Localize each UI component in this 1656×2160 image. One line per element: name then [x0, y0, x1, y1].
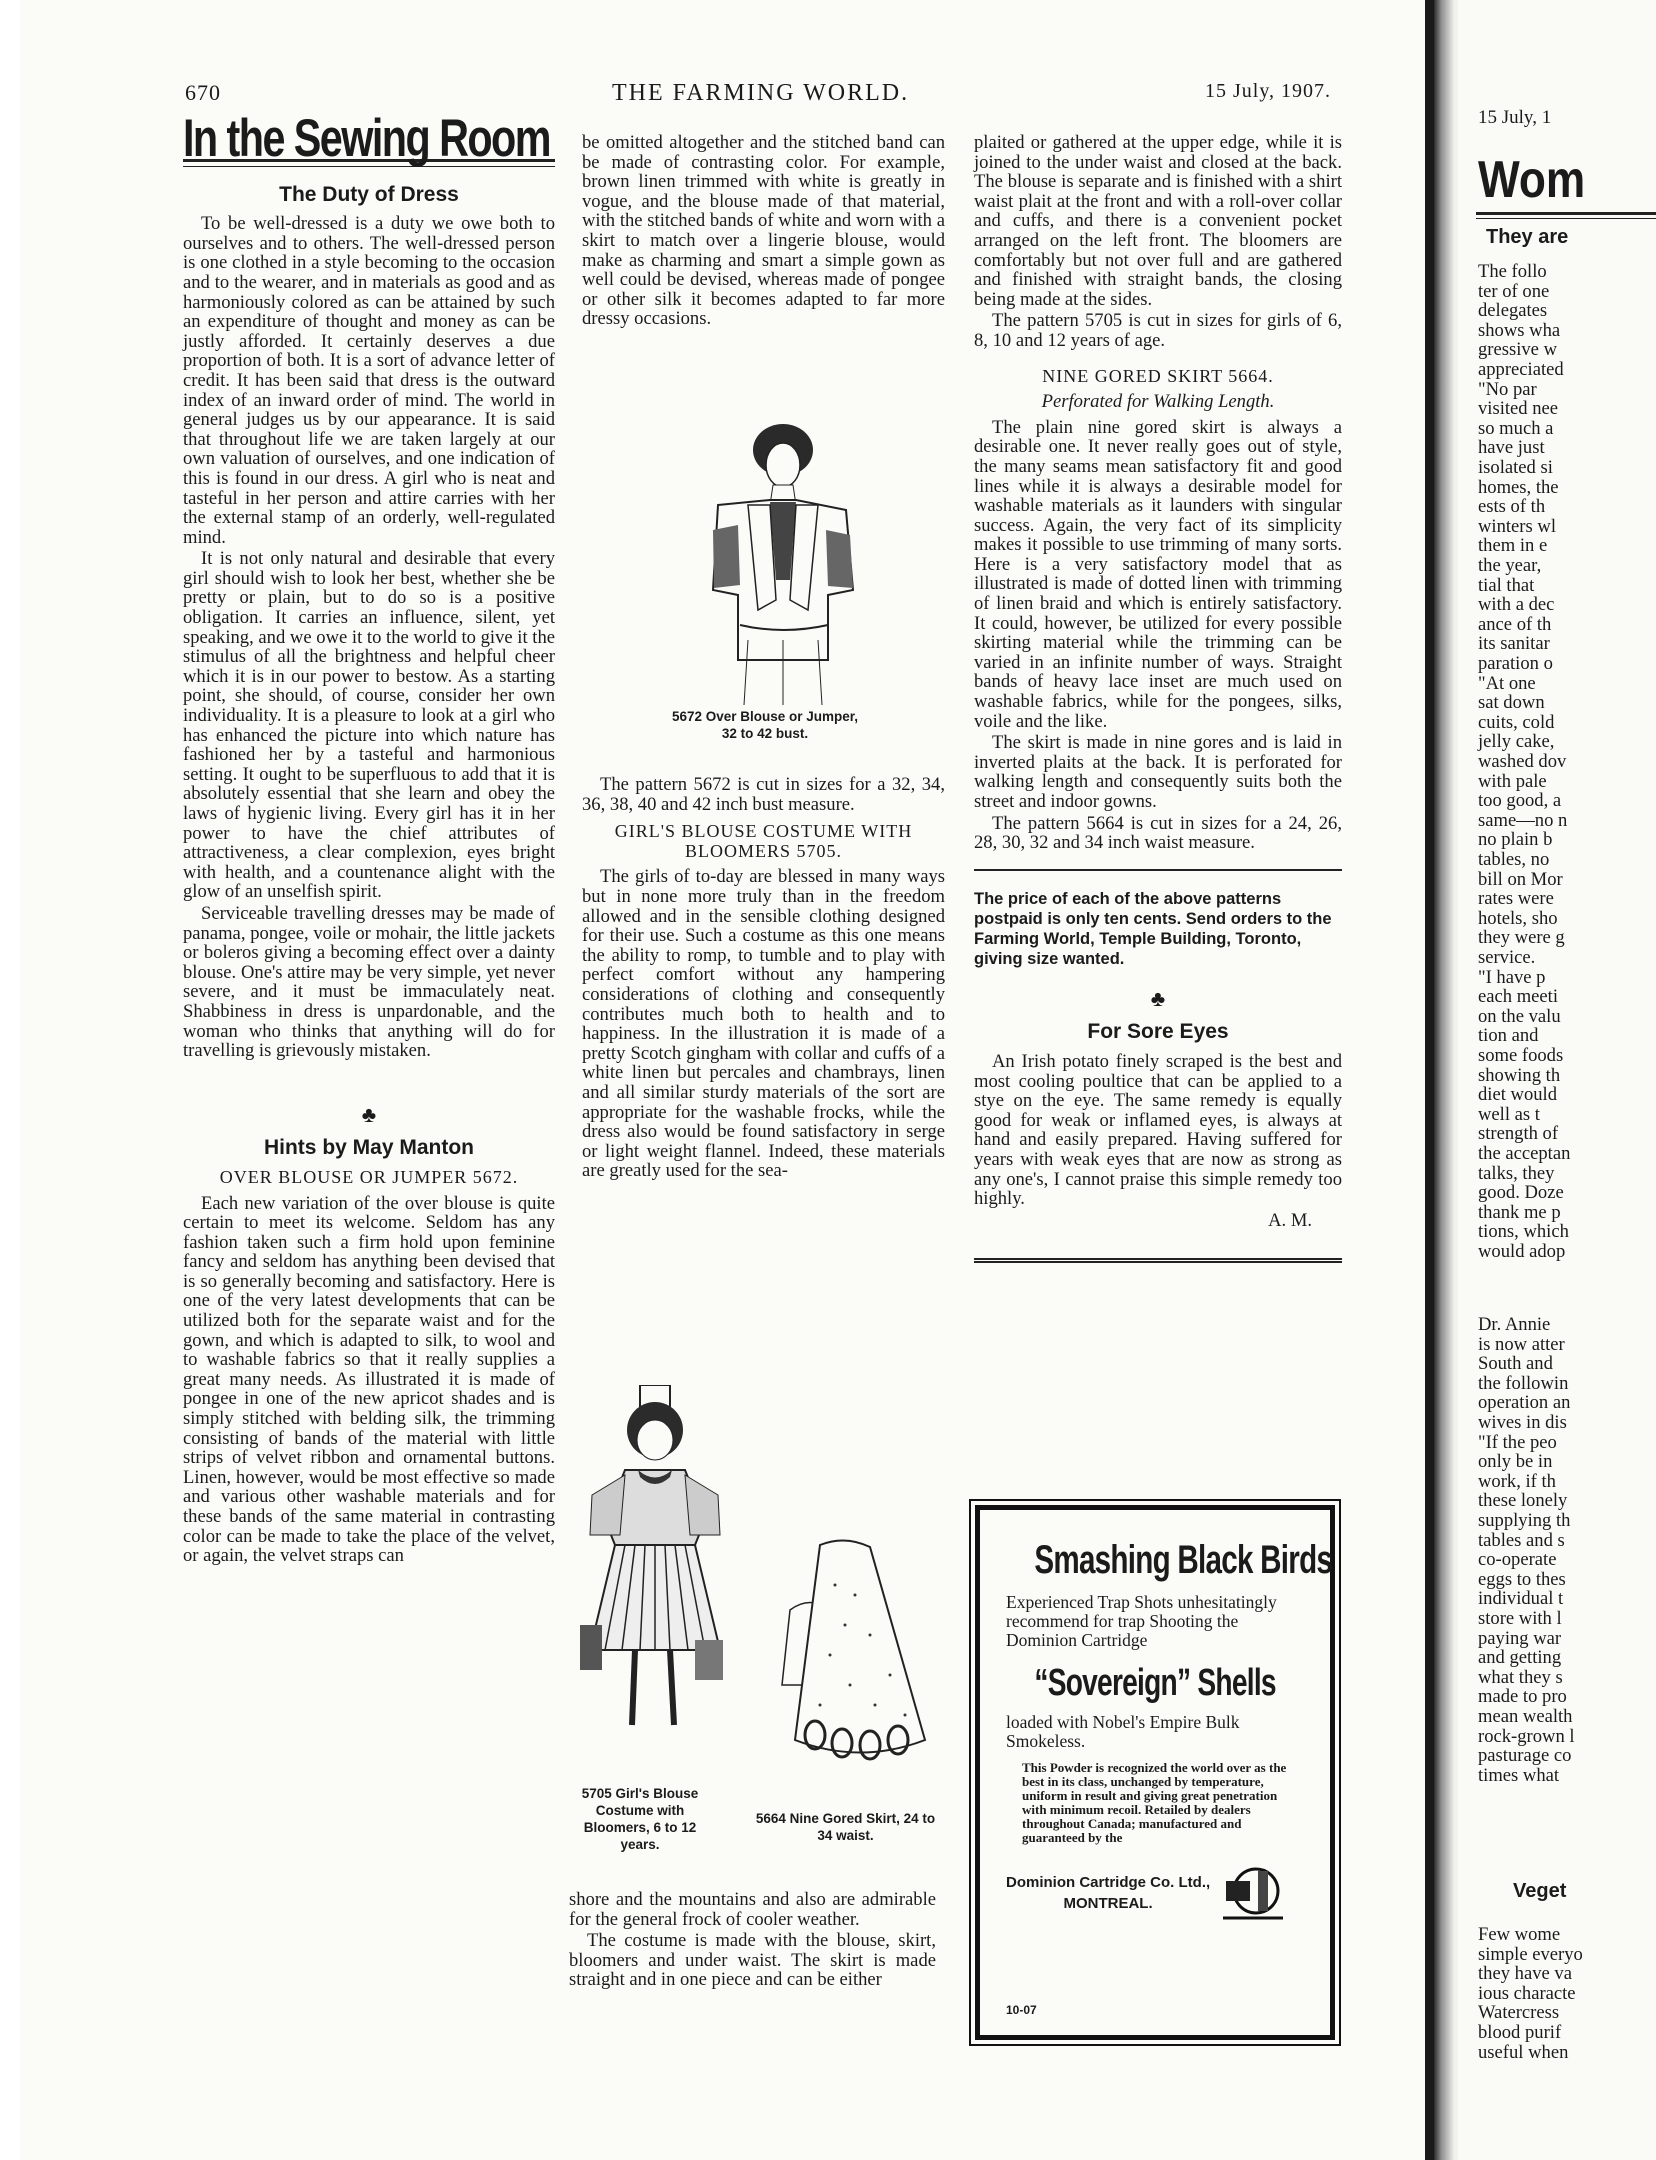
- pattern-5705-sizes: The pattern 5705 is cut in sizes for girls of 6, 8, 10 and 12 years of age.: [974, 310, 1342, 351]
- adjacent-text-line: too good, a: [1478, 790, 1562, 812]
- adjacent-text-line: tial that: [1478, 574, 1535, 596]
- adjacent-text-line: the followin: [1478, 1372, 1569, 1394]
- adjacent-text-line: rock-grown l: [1478, 1725, 1575, 1747]
- caption-5705: 5705 Girl's Blouse Costume with Bloomers, 6 to 12 years.: [581, 1786, 699, 1852]
- adjacent-text-line: paration o: [1478, 653, 1553, 674]
- perforated-subheading: Perforated for Walking Length.: [1041, 391, 1275, 413]
- sore-eyes-heading: For Sore Eyes: [1087, 1020, 1229, 1044]
- adjacent-text-line: blood purif: [1478, 2022, 1562, 2043]
- adjacent-text-line: hotels, sho: [1478, 907, 1558, 929]
- adjacent-text-line: each meeti: [1478, 986, 1559, 1008]
- skirt-paragraph-2: The skirt is made in nine gores and is laid in inverted plaits at the back. It is perforated for walking length and consequently suits both the street and indoor gowns.: [974, 732, 1342, 812]
- adjacent-text-line: supplying th: [1478, 1510, 1571, 1531]
- adjacent-text-line: South and: [1478, 1353, 1553, 1375]
- adjacent-text-line: store with l: [1478, 1608, 1562, 1629]
- adjacent-text-line: operation an: [1478, 1392, 1571, 1414]
- adjacent-subheading: They are: [1486, 226, 1569, 248]
- col3-paragraph-1: plaited or gathered at the upper edge, while it is joined to the under waist and closed at the back. The blouse is separate and is finished with a shirt waist plait at the front and with a roll-over collar and cuffs, and there is a convenient pocket arranged on the left front. The bloomers are comfortably but not over full and are gathered and finished with straight bands, the closing being made at the sides.: [974, 132, 1342, 310]
- pattern-5672-sizes: The pattern 5672 is cut in sizes for a 32, 34, 36, 38, 40 and 42 inch bust measure.: [582, 774, 945, 815]
- ad-text-1: Experienced Trap Shots unhesitatingly recommend for trap Shooting the Dominion Cartridge: [1006, 1592, 1277, 1650]
- caption-5672: 5672 Over Blouse or Jumper, 32 to 42 bust.: [671, 709, 859, 741]
- adjacent-page: [1458, 0, 1656, 2160]
- notice-rule: [974, 869, 1342, 871]
- girls-paragraph-1: The girls of to-day are blessed in many ways but in none more truly than in the freedom allowed and in the sensible clothing designed for their use. Such a costume as this one means the ability to romp, to tumble and to play with perfect comfort without any hampering considerations of clothing and consequently contributes much both to health and to happiness. In the illustration it is made of a pretty Scotch gingham with collar and cuffs of a white linen but percales and chambrays, linen and all similar sturdy materials of the sort are appropriate for the washable frocks, while the dress also would be found satisfactory in serge or light weight flannel. Indeed, these materials are greatly used for the sea-: [582, 866, 945, 1182]
- duty-paragraph-1: To be well-dressed is a duty we owe both to ourselves and to others. The well-dressed person is one clothed in a style becoming to the occasion and to the wearer, and in materials as good and as harmoniously colored as can be attained by such an expenditure of thought and money as can be justly afforded. It certainly deserves a due proportion of both. It is a sort of advance letter of credit. It has been said that dress is the outward index of an inward order of mind. The world in general judges us by our appearance. It is said that throughout life we are taken largely at our own valuation of ourselves, and one indication of this is found in our dress. A girl who is neat and tasteful in her person and attire carries with her the external stamp of an orderly, well-regulated mind.: [183, 213, 555, 548]
- adjacent-text-line: well as t: [1478, 1103, 1540, 1125]
- signature-row: [974, 1211, 1342, 1231]
- adjacent-text-line: diet would: [1478, 1084, 1558, 1106]
- adjacent-text-line: gressive w: [1478, 339, 1558, 361]
- publication-title: THE FARMING WORLD.: [612, 80, 910, 106]
- adjacent-title-rule: [1476, 212, 1656, 219]
- adjacent-text-line: have just: [1478, 437, 1545, 459]
- adjacent-text-line: with pale: [1478, 770, 1547, 792]
- sore-eyes-paragraph: An Irish potato finely scraped is the best and most cooling poultice that can be applied to a stye on the eye. The same remedy is equally good for weak or inflamed eyes, is always at hand and easily prepared. Having suffered for years with weak eyes that are now as strong as any one's, I cannot praise this simple remedy too highly.: [974, 1050, 1342, 1210]
- adjacent-text-line: is now atter: [1478, 1333, 1565, 1355]
- girl-costume-drawing: [570, 1385, 945, 1785]
- col2-paragraph-1: be omitted altogether and the stitched band can be made of contrasting color. For example, brown linen trimmed with white is greatly in vogue, and the blouse made of that material, with the stitched bands of white and worn with a skirt to match over a lingerie blouse, would make as charming and smart a simple gown as well could be devised, whereas made of pongee or other silk it becomes adapted to far more dressy occasions.: [582, 132, 945, 330]
- adjacent-text-line: these lonely: [1478, 1490, 1568, 1512]
- adjacent-text-line: jelly cake,: [1478, 731, 1555, 753]
- adjacent-text-line: eggs to thes: [1478, 1568, 1566, 1590]
- col2-paragraph-5: The costume is made with the blouse, skirt, bloomers and under waist. The skirt is made straight and in one piece and can be either: [569, 1930, 936, 1991]
- adjacent-text-line: cuits, cold: [1478, 711, 1555, 733]
- adjacent-text-line: what they s: [1478, 1666, 1563, 1688]
- cartridge-machine-icon: [1218, 1863, 1288, 1923]
- adjacent-text-line: good. Doze: [1478, 1182, 1564, 1204]
- adjacent-text-line: ious characte: [1478, 1982, 1576, 2004]
- adjacent-text-line: service.: [1478, 947, 1536, 968]
- adjacent-text-line: thank me p: [1478, 1201, 1561, 1223]
- page-number: 670: [185, 80, 221, 105]
- ad-top-rule: [974, 1258, 1342, 1263]
- adjacent-text-line: tables, no: [1478, 849, 1550, 870]
- skirt-paragraph-1: The plain nine gored skirt is always a desirable one. It never really goes out of style, the many seams mean satisfactory fit and good lines while it is always a desirable model for washable materials as it launders with singular success. Again, the very fact of its simplicity makes it possible to use trimming of many sorts. Here is a very satisfactory model that as illustrated is made of dotted linen with trimming of linen braid and which is entirely satisfactory. It could, however, be utilized for every possible skirting material while the trimming can be varied in an infinite number of ways. Straight bands of heavy lace inset are much used on washable fabrics, while for the pongees, silks, voile and the like.: [974, 416, 1342, 732]
- adjacent-text-line: ance of th: [1478, 613, 1552, 635]
- ad-footer: [992, 1863, 1318, 1923]
- ad-company: Dominion Cartridge Co. Ltd.,: [1006, 1874, 1211, 1891]
- adjacent-text-line: "No par: [1478, 378, 1537, 400]
- adjacent-text-line: tables and s: [1478, 1529, 1565, 1551]
- adjacent-text-line: homes, the: [1478, 476, 1559, 498]
- adjacent-text-line: tion and: [1478, 1025, 1539, 1047]
- adjacent-text-line: so much a: [1478, 417, 1554, 439]
- club-ornament-2: ♣: [1150, 985, 1166, 1011]
- adjacent-text-line: no plain b: [1478, 829, 1553, 851]
- nine-gored-skirt-heading: NINE GORED SKIRT 5664.: [1042, 365, 1274, 386]
- adjacent-text-line: only be in: [1478, 1451, 1553, 1473]
- column-2-bottom: [569, 1890, 936, 1992]
- adjacent-text-line: "I have p: [1478, 966, 1546, 988]
- adjacent-text-line: they were g: [1478, 927, 1565, 949]
- pattern-5664-sizes: The pattern 5664 is cut in sizes for a 24, 26, 28, 30, 32 and 34 inch waist measure.: [974, 812, 1342, 854]
- book-spine-shadow: [1434, 0, 1458, 2160]
- ad-small-print: This Powder is recognized the world over as the best in its class, unchanged by temperature, uniform in result and giving great penetration with minimum recoil. Retailed by dealers throughout Canada; manufactured and guaranteed by the: [1022, 1760, 1287, 1845]
- duty-paragraph-3: Serviceable travelling dresses may be made of panama, pongee, voile or mohair, the little jackets or boleros giving a becoming effect over a dainty blouse. One's attire may be very simple, yet never severe, and it must be immaculately neat. Shabbiness in dress is unpardonable, and the woman who thinks that anything will do for travelling is grievously mistaken.: [183, 902, 555, 1062]
- adjacent-text-line: washed dov: [1478, 751, 1567, 772]
- ad-city: MONTREAL.: [1063, 1895, 1153, 1912]
- column-2-middle: [582, 775, 945, 1183]
- section-title: In the Sewing Room: [183, 109, 550, 168]
- adjacent-text-line: ter of one: [1478, 280, 1550, 302]
- over-blouse-heading: OVER BLOUSE OR JUMPER 5672.: [219, 1166, 519, 1187]
- adjacent-text-line: shows wha: [1478, 319, 1561, 341]
- adjacent-text-line: "At one: [1478, 672, 1536, 694]
- adjacent-text-line: the acceptan: [1478, 1143, 1571, 1164]
- adjacent-text-line: bill on Mor: [1478, 868, 1563, 890]
- girls-blouse-heading: GIRL'S BLOUSE COSTUME WITH BLOOMERS 5705.: [614, 821, 913, 861]
- duty-of-dress-heading: The Duty of Dress: [279, 182, 459, 206]
- ad-text-2: loaded with Nobel's Empire Bulk Smokeless.: [1006, 1712, 1240, 1751]
- adjacent-text-line: The follo: [1478, 261, 1547, 282]
- caption-5664: 5664 Nine Gored Skirt, 24 to 34 waist.: [755, 1811, 936, 1843]
- adjacent-text-line: with a dec: [1478, 594, 1555, 616]
- page-gutter: [1425, 0, 1434, 2160]
- adjacent-text-line: useful when: [1478, 2041, 1569, 2063]
- adjacent-text-line: winters wl: [1478, 515, 1556, 537]
- adjacent-text-line: its sanitar: [1478, 633, 1550, 655]
- adjacent-text-line: paying war: [1478, 1627, 1562, 1649]
- adjacent-text-line: ests of th: [1478, 496, 1546, 518]
- pattern-price-notice: The price of each of the above patterns postpaid is only ten cents. Send orders to the Farming World, Temple Building, Toronto, giving size wanted.: [974, 889, 1332, 968]
- adjacent-text-line: wives in dis: [1478, 1412, 1567, 1433]
- hints-paragraph-1: Each new variation of the over blouse is quite certain to meet its welcome. Seldom has any fashion taken such a firm hold upon feminine fancy and seldom has anything been devised that is so generally becoming and satisfactory. Here is one of the very latest developments that can be utilized both for the separate waist and for the gown, and which is adapted to silk, to wool and to washable fabrics so that it really supplies a great many needs. As illustrated it is made of pongee in one of the new apricot shades and is simply stitched with belding silk, the trimming consisting of bands of the material with little strips of velvet ribbon and ornamental buttons. Linen, however, would be most effective so made and various other washable materials and for these bands of the same material in contrasting color can be made to take the place of the velvet, or again, the velvet straps can: [183, 1192, 555, 1567]
- adjacent-text-line: pasturage co: [1478, 1745, 1572, 1767]
- adjacent-text-line: made to pro: [1478, 1686, 1567, 1708]
- adjacent-text-line: "If the peo: [1478, 1431, 1557, 1453]
- adjacent-text-line: rates were: [1478, 888, 1554, 910]
- adjacent-text-line: delegates: [1478, 300, 1548, 322]
- adjacent-text-line: they have va: [1478, 1963, 1572, 1985]
- adjacent-text-line: individual t: [1478, 1588, 1564, 1610]
- adjacent-title: Wom: [1478, 151, 1586, 209]
- column-3: [974, 133, 1342, 1281]
- ad-headline: Smashing Black Birds: [1034, 1538, 1333, 1582]
- sore-eyes-signature: A. M.: [1268, 1209, 1312, 1231]
- adjacent-text-line: Few wome: [1478, 1924, 1561, 1945]
- adjacent-text-line: strength of: [1478, 1123, 1559, 1145]
- adjacent-text-line: the year,: [1478, 555, 1542, 576]
- over-blouse-illustration: [678, 410, 858, 710]
- adjacent-text-line: Dr. Annie: [1478, 1314, 1551, 1335]
- adjacent-header: 15 July, 1: [1478, 107, 1552, 128]
- adjacent-text-line: talks, they: [1478, 1162, 1555, 1184]
- girl-and-skirt-illustration: [570, 1385, 945, 1785]
- adjacent-text-line: visited nee: [1478, 398, 1559, 420]
- dominion-cartridge-ad: [975, 1505, 1335, 2040]
- ad-headline-2: “Sovereign” Shells: [1034, 1662, 1276, 1704]
- club-ornament: ♣: [361, 1101, 377, 1127]
- adjacent-text-line: on the valu: [1478, 1005, 1561, 1027]
- adjacent-text-line: co-operate: [1478, 1549, 1557, 1571]
- adjacent-text-line: Watercress: [1478, 2002, 1560, 2024]
- duty-paragraph-2: It is not only natural and desirable that every girl should wish to look her best, whether she be pretty or plain, but to do so is a positive obligation. It carries an influence, silent, yet speaking, and we owe it to the world to give it the stimulus of all the brightness and helpful cheer which it is in our power to bestow. As a starting point, she should, of course, consider her own individuality. It is a pleasure to look at a girl who has enhanced the picture into which nature has fashioned her by a tasteful and harmonious setting. It ought to be superfluous to add that it is absolutely essential that she learn and obey the laws of hygienic living. Every girl has it in her power to have the chief attributes of attractiveness, a clear complexion, eyes bright with health, and a countenance alight with the glow of an unselfish spirit.: [183, 548, 555, 903]
- column-1: [183, 109, 555, 1568]
- column-2: [582, 133, 945, 331]
- adjacent-text-line: showing th: [1478, 1064, 1561, 1086]
- adjacent-text-line: isolated si: [1478, 457, 1553, 478]
- adjacent-text-line: tions, which: [1478, 1221, 1569, 1243]
- adjacent-text-line: would adop: [1478, 1241, 1566, 1262]
- adjacent-text-line: and getting: [1478, 1647, 1562, 1669]
- adjacent-text-line: simple everyo: [1478, 1943, 1583, 1965]
- adjacent-text-line: sat down: [1478, 692, 1545, 714]
- adjacent-text-line: times what: [1478, 1764, 1560, 1786]
- adjacent-veg-heading: Veget: [1513, 1880, 1567, 1902]
- ad-code: 10-07: [1006, 2003, 1037, 2017]
- hints-heading: Hints by May Manton: [263, 1136, 474, 1160]
- issue-date: 15 July, 1907.: [1205, 80, 1332, 102]
- over-blouse-drawing: [678, 410, 858, 710]
- col2-paragraph-4: shore and the mountains and also are admirable for the general frock of cooler weather.: [569, 1889, 936, 1930]
- ad-company-block: [992, 1874, 1210, 1912]
- adjacent-text-line: mean wealth: [1478, 1706, 1573, 1727]
- adjacent-text-line: some foods: [1478, 1045, 1564, 1066]
- adjacent-text-line: them in e: [1478, 535, 1548, 557]
- adjacent-text-line: same—no n: [1478, 809, 1568, 831]
- adjacent-text-line: work, if th: [1478, 1470, 1556, 1492]
- adjacent-text-line: appreciated: [1478, 359, 1564, 380]
